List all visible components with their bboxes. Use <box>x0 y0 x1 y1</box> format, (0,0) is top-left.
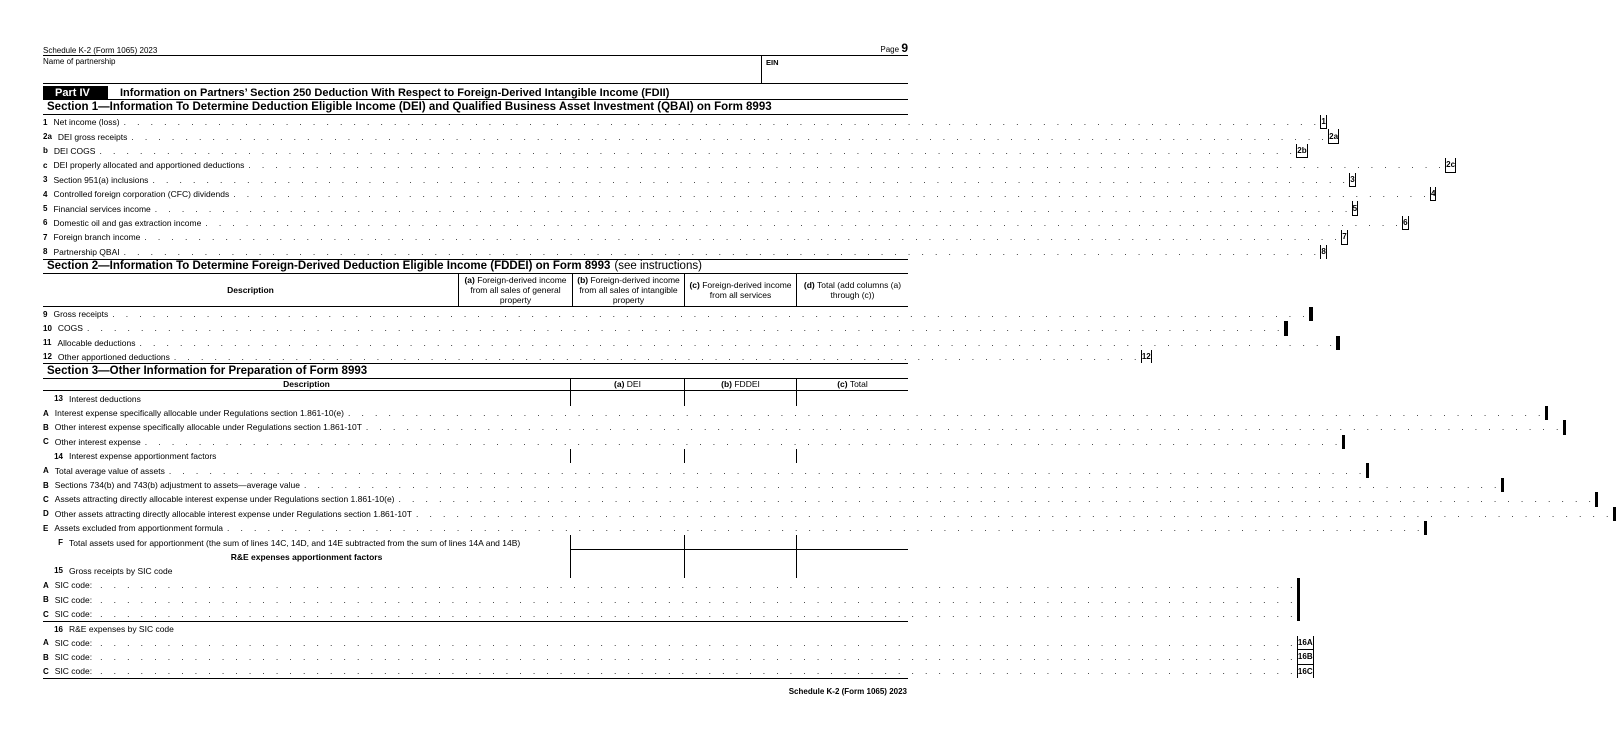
line-15 <box>43 564 908 578</box>
line-text: SIC code: <box>54 637 93 648</box>
line-letter: C <box>43 437 49 447</box>
line-box-label: 6 <box>1402 216 1407 230</box>
line-3 <box>43 173 1355 187</box>
col-a-tag: (a) <box>464 274 475 285</box>
leader-dots: . . . . . . . . . . . . . . . . . . . . . . . . . . . . . . . . . . . . . . . . . . . . . . . . . . . . . . . . . . . . . . . . . . . . . . . . . . . . . . . . . . . . . . . . . <box>123 117 1321 128</box>
leader-dots: . . . . . . . . . . . . . . . . . . . . . . . . . . . . . . . . . . . . . . . . . . . . . . . . . . . . . . . . . . . . . . . . . . . . . . . . . . . . . . . . . . . . . . . . . <box>100 609 1297 620</box>
line-letter: B <box>43 595 49 605</box>
line-13 <box>43 391 908 405</box>
section3-col-b-header <box>684 379 796 390</box>
partnership-name-field[interactable] <box>43 56 761 83</box>
line-text: Interest expense apportionment factors <box>69 451 217 462</box>
line-number: 6 <box>43 218 48 228</box>
col-c-tag: (c) <box>837 379 848 390</box>
leader-dots: . . . . . . . . . . . . . . . . . . . . . . . . . . . . . . . . . . . . . . . . . . . . . . . . . . . . . . . . . . . . . . . . . . . . . . . . . . . . . . . . . . . . . . . . . <box>100 652 1297 663</box>
section3-lines <box>43 391 1613 678</box>
leader-dots: . . . . . . . . . . . . . . . . . . . . . . . . . . . . . . . . . . . . . . . . . . . . . . . . . . . . . . . . . . . . . . . . . . . . . . . . . . . . . . . . . . . . . . . . . <box>100 637 1297 648</box>
line-14 <box>43 449 908 463</box>
section2-title-note: (see instructions) <box>614 260 702 273</box>
line-number: 5 <box>43 204 48 214</box>
partnership-name-row <box>43 56 908 84</box>
line-text: Total average value of assets <box>54 465 165 476</box>
leader-dots: . . . . . . . . . . . . . . . . . . . . . . . . . . . . . . . . . . . . . . . . . . . . . . . . . . . . . . . . . . . . . . . . . . . . . . . . . . . . . . . . . . . . . . . . . <box>398 494 1596 505</box>
line-number: 16 <box>54 624 63 634</box>
line-letter: A <box>43 638 49 648</box>
line-14-empty <box>796 449 908 463</box>
line-text: Partnership QBAI <box>53 246 120 257</box>
leader-dots: . . . . . . . . . . . . . . . . . . . . . . . . . . . . . . . . . . . . . . . . . . . . . . . . . . . . . . . . . . . . . . . . . . . . . . . . . . . . . . . . . . . . . . . . . <box>168 465 1366 476</box>
line-14D <box>43 507 1613 521</box>
line-13-empty <box>684 391 796 405</box>
leader-dots: . . . . . . . . . . . . . . . . . . . . . . . . . . . . . . . . . . . . . . . . . . . . . . . . . . . . . . . . . . . . . . . . . . . . . . . . . . . . . . . . . . . . . . . . . <box>233 189 1431 200</box>
line-number: 2a <box>43 132 52 142</box>
col-c-tag: (c) <box>689 279 700 290</box>
line-2c <box>43 158 1456 172</box>
line-box-label: 5 <box>1352 201 1357 215</box>
line-15A-col-c[interactable] <box>1299 578 1300 592</box>
line-5 <box>43 201 1358 215</box>
line-text: Gross receipts <box>53 309 109 320</box>
line-letter: B <box>43 652 49 662</box>
line-text: DEI gross receipts <box>57 131 128 142</box>
leader-dots: . . . . . . . . . . . . . . . . . . . . . . . . . . . . . . . . . . . . . . . . . . . . . . . . . . . . . . . . . . . . . . . . . . . . . . . . . . . . . . . . . . . . . . . . . <box>139 337 1337 348</box>
line-box-label: 3 <box>1349 173 1354 187</box>
line-13C <box>43 435 1342 449</box>
col-b-text: Foreign-derived income from all sales of intangible property <box>579 274 680 305</box>
line-1 <box>43 115 1326 129</box>
line-2b <box>43 144 1307 158</box>
section2-desc-header: Description <box>227 284 274 295</box>
line-text: Assets attracting directly allocable interest expense under Regulations section 1.861-10(e) <box>54 494 395 505</box>
line-13A-col-c[interactable] <box>1547 406 1548 420</box>
line-16 <box>43 621 908 635</box>
col-d-text: Total (add columns (a) through (c)) <box>816 279 902 300</box>
line-8-amount[interactable] <box>1326 245 1327 259</box>
line-1-amount[interactable] <box>1326 115 1327 129</box>
line-letter: E <box>43 523 49 533</box>
part-label: Part IV <box>43 86 108 99</box>
line-14A-col-c[interactable] <box>1368 463 1369 477</box>
line-14F <box>43 535 908 549</box>
col-a-tag: (a) <box>614 379 625 390</box>
line-12 <box>43 350 1151 364</box>
line-text: Allocable deductions <box>57 337 136 348</box>
section3-col-a-header <box>570 379 684 390</box>
line-box-label: 2b <box>1296 144 1306 158</box>
leader-dots: . . . . . . . . . . . . . . . . . . . . . . . . . . . . . . . . . . . . . . . . . . . . . . . . . . . . . . . . . . . . . . . . . . . . . . . . . . . . . . . . . . . . . . . . . <box>123 246 1321 257</box>
leader-dots: . . . . . . . . . . . . . . . . . . . . . . . . . . . . . . . . . . . . . . . . . . . . . . . . . . . . . . . . . . . . . . . . . . . . . . . . . . . . . . . . . . . . . . . . . <box>100 666 1297 677</box>
line-13-empty <box>796 391 908 405</box>
line-2a <box>43 129 1339 143</box>
col-c-text: Total <box>849 379 868 390</box>
col-c-text: Foreign-derived income from all services <box>702 279 792 300</box>
col-b-tag: (b) <box>721 379 732 390</box>
line-box-label: 16A <box>1297 636 1313 650</box>
leader-dots: . . . . . . . . . . . . . . . . . . . . . . . . . . . . . . . . . . . . . . . . . . . . . . . . . . . . . . . . . . . . . . . . . . . . . . . . . . . . . . . . . . . . . . . . . <box>347 408 1545 419</box>
line-15-empty <box>570 564 684 578</box>
line-letter: F <box>58 538 63 548</box>
leader-dots: . . . . . . . . . . . . . . . . . . . . . . . . . . . . . . . . . . . . . . . . . . . . . . . . . . . . . . . . . . . . . . . . . . . . . . . . . . . . . . . . . . . . . . . . . <box>415 508 1613 519</box>
line-text: Domestic oil and gas extraction income <box>53 217 202 228</box>
line-16A <box>43 636 1313 650</box>
line-14C <box>43 492 1596 506</box>
line-text: DEI properly allocated and apportioned deductions <box>53 160 245 171</box>
line-10 <box>43 321 1284 335</box>
leader-dots: . . . . . . . . . . . . . . . . . . . . . . . . . . . . . . . . . . . . . . . . . . . . . . . . . . . . . . . . . . . . . . . . . . . . . . . . . . . . . . . . . . . . . . . . . <box>100 580 1297 591</box>
line-6-amount[interactable] <box>1408 216 1409 230</box>
line-text: Assets excluded from apportionment formula <box>54 523 224 534</box>
line-letter: B <box>43 480 49 490</box>
line-number: 8 <box>43 247 48 257</box>
line-box-label: 16B <box>1297 650 1313 664</box>
line-16B <box>43 650 1313 664</box>
line-letter: B <box>43 422 49 432</box>
line-6 <box>43 216 1408 230</box>
line-text: SIC code: <box>54 594 93 605</box>
page-number <box>880 41 908 55</box>
leader-dots: . . . . . . . . . . . . . . . . . . . . . . . . . . . . . . . . . . . . . . . . . . . . . . . . . . . . . . . . . . . . . . . . . . . . . . . . . . . . . . . . . . . . . . . . . <box>100 594 1297 605</box>
line-16B-amount[interactable] <box>1313 650 1314 664</box>
section2-column-headers <box>43 274 908 307</box>
col-b-text: FDDEI <box>734 379 760 390</box>
line-text: SIC code: <box>54 609 93 620</box>
line-9 <box>43 307 1310 321</box>
line-2c-amount[interactable] <box>1455 158 1456 172</box>
line-text: SIC code: <box>54 652 93 663</box>
section2-col-b-header <box>572 274 684 306</box>
leader-dots: . . . . . . . . . . . . . . . . . . . . . . . . . . . . . . . . . . . . . . . . . . . . . . . . . . . . . . . . . . . . . . . . . . . . . . . . . . . . . . . . . . . . . . . . . <box>365 422 1563 433</box>
line-13-empty <box>570 391 684 405</box>
re-header-text: R&E expenses apportionment factors <box>230 551 383 562</box>
leader-dots: . . . . . . . . . . . . . . . . . . . . . . . . . . . . . . . . . . . . . . . . . . . . . . . . . . . . . . . . . . . . . . . . . . . . . . . . . . . . . . . . . . . . . . . . . <box>144 436 1342 447</box>
line-13C-col-c[interactable] <box>1344 435 1345 449</box>
form-page <box>43 41 1613 679</box>
line-text: Financial services income <box>53 203 151 214</box>
line-9-col-d[interactable] <box>1312 307 1313 321</box>
line-letter: C <box>43 494 49 504</box>
line-number: 7 <box>43 232 48 242</box>
page-number-value: 9 <box>901 41 908 55</box>
line-15A <box>43 578 1297 592</box>
line-text: COGS <box>57 323 83 334</box>
line-16C <box>43 665 1313 679</box>
section3-column-headers <box>43 379 908 391</box>
col-b-tag: (b) <box>577 274 589 285</box>
line-8 <box>43 245 1326 259</box>
line-3-amount[interactable] <box>1355 173 1356 187</box>
line-15-empty <box>796 564 908 578</box>
line-16C-amount[interactable] <box>1313 665 1314 678</box>
line-14E <box>43 521 1424 535</box>
line-number: 1 <box>43 117 48 127</box>
line-text: Other apportioned deductions <box>57 351 170 362</box>
line-14A <box>43 463 1366 477</box>
partnership-name-label: Name of partnership <box>43 57 116 66</box>
line-letter: C <box>43 666 49 676</box>
line-number: 15 <box>54 566 63 576</box>
col-a-text: DEI <box>626 379 641 390</box>
re-header-empty <box>796 550 908 564</box>
re-expenses-header <box>43 550 908 564</box>
line-number: 13 <box>54 394 63 404</box>
line-box-label: 2c <box>1445 158 1455 172</box>
ein-label: EIN <box>766 58 779 67</box>
line-number: 14 <box>54 451 63 461</box>
line-text: Section 951(a) inclusions <box>53 174 149 185</box>
line-13A <box>43 406 1545 420</box>
line-text: Other interest expense <box>54 436 141 447</box>
line-box-label: 8 <box>1320 245 1325 259</box>
line-12-amount[interactable] <box>1151 350 1152 363</box>
leader-dots: . . . . . . . . . . . . . . . . . . . . . . . . . . . . . . . . . . . . . . . . . . . . . . . . . . . . . . . . . . . . . . . . . . . . . . . . . . . . . . . . . . . . . . . . . <box>227 523 1424 534</box>
line-text: Other interest expense specifically allocable under Regulations section 1.861-10T <box>54 422 362 433</box>
col-a-text: Foreign-derived income from all sales of general property <box>470 274 567 305</box>
section3-title-text: Section 3—Other Information for Preparation of Form 8993 <box>47 365 368 378</box>
section3-title <box>43 364 908 379</box>
section1-lines <box>43 115 1456 259</box>
leader-dots: . . . . . . . . . . . . . . . . . . . . . . . . . . . . . . . . . . . . . . . . . . . . . . . . . . . . . . . . . . . . . . . . . . . . . . . . . . . . . . . . . . . . . . . . . <box>152 174 1350 185</box>
leader-dots: . . . . . . . . . . . . . . . . . . . . . . . . . . . . . . . . . . . . . . . . . . . . . . . . . . . . . . . . . . . . . . . . . . . . . . . . <box>173 351 1141 362</box>
part-header <box>43 86 908 100</box>
leader-dots: . . . . . . . . . . . . . . . . . . . . . . . . . . . . . . . . . . . . . . . . . . . . . . . . . . . . . . . . . . . . . . . . . . . . . . . . . . . . . . . . . . . . . . . . . <box>86 323 1284 334</box>
leader-dots: . . . . . . . . . . . . . . . . . . . . . . . . . . . . . . . . . . . . . . . . . . . . . . . . . . . . . . . . . . . . . . . . . . . . . . . . . . . . . . . . . . . . . . . . . <box>144 232 1342 243</box>
section2-col-d-header <box>796 274 908 306</box>
line-14F-col-c[interactable] <box>796 535 908 549</box>
line-5-amount[interactable] <box>1357 201 1358 215</box>
leader-dots: . . . . . . . . . . . . . . . . . . . . . . . . . . . . . . . . . . . . . . . . . . . . . . . . . . . . . . . . . . . . . . . . . . . . . . . . . . . . . . . . . . . . . . . . . <box>248 160 1446 171</box>
line-13B-col-c[interactable] <box>1565 420 1566 434</box>
line-14E-col-c[interactable] <box>1426 521 1427 535</box>
line-4 <box>43 187 1436 201</box>
re-header-empty <box>570 550 684 564</box>
leader-dots: . . . . . . . . . . . . . . . . . . . . . . . . . . . . . . . . . . . . . . . . . . . . . . . . . . . . . . . . . . . . . . . . . . . . . . . . . . . . . . . . . . . . . . . . . <box>112 309 1310 320</box>
line-text: Foreign branch income <box>53 232 141 243</box>
line-number: 3 <box>43 175 48 185</box>
line-box-label: 16C <box>1297 665 1313 678</box>
line-letter: A <box>43 466 49 476</box>
section2-col-c-header <box>684 274 796 306</box>
line-text: Controlled foreign corporation (CFC) dividends <box>53 189 230 200</box>
leader-dots: . . . . . . . . . . . . . . . . . . . . . . . . . . . . . . . . . . . . . . . . . . . . . . . . . . . . . . . . . . . . . . . . . . . . . . . . . . . . . . . . . . . . . . . . . <box>205 217 1403 228</box>
line-14F-col-b[interactable] <box>684 535 796 549</box>
line-15B <box>43 593 1297 607</box>
form-header <box>43 43 908 56</box>
line-15-empty <box>684 564 796 578</box>
line-text: SIC code: <box>54 666 93 677</box>
line-number: 12 <box>43 352 52 362</box>
line-text: SIC code: <box>54 580 93 591</box>
section3-desc-header: Description <box>283 379 330 390</box>
line-2a-amount[interactable] <box>1338 129 1339 143</box>
line-text: Net income (loss) <box>53 117 120 128</box>
line-text: Other assets attracting directly allocable interest expense under Regulations section 1.861-10T <box>54 508 412 519</box>
line-2b-amount[interactable] <box>1307 144 1308 158</box>
line-number: 10 <box>43 323 52 333</box>
line-7 <box>43 230 1347 244</box>
section3-col-c-header <box>796 379 908 390</box>
line-14B <box>43 478 1501 492</box>
page-label: Page <box>880 45 900 54</box>
section1-title-text: Section 1—Information To Determine Deduction Eligible Income (DEI) and Qualified Business Asset Investment (QBAI) on Form 8993 <box>47 101 772 113</box>
line-number: c <box>43 160 48 170</box>
section2-title-text: Section 2—Information To Determine Foreign-Derived Deduction Eligible Income (FDDEI) on Form 8993 <box>47 260 611 273</box>
line-letter: D <box>43 509 49 519</box>
line-14-empty <box>570 449 684 463</box>
line-7-amount[interactable] <box>1347 230 1348 244</box>
ein-field[interactable] <box>761 56 908 83</box>
line-text: Gross receipts by SIC code <box>69 565 173 576</box>
line-letter: C <box>43 609 49 619</box>
line-11-col-d[interactable] <box>1339 336 1340 350</box>
line-text: Total assets used for apportionment (the sum of lines 14C, 14D, and 14E subtracted from the sum of lines 14A and 14B) <box>69 537 521 548</box>
line-text: Sections 734(b) and 743(b) adjustment to assets—average value <box>54 480 301 490</box>
line-15C-col-c[interactable] <box>1299 607 1300 621</box>
line-box-label: 7 <box>1341 230 1346 244</box>
line-15C <box>43 607 1297 621</box>
section1-title <box>43 100 908 115</box>
leader-dots: . . . . . . . . . . . . . . . . . . . . . . . . . . . . . . . . . . . . . . . . . . . . . . . . . . . . . . . . . . . . . . . . . . . . . . . . . . . . . . . . . . . . . . . . . <box>131 131 1329 142</box>
line-text: R&E expenses by SIC code <box>69 624 174 635</box>
line-text: DEI COGS <box>53 145 96 156</box>
line-15B-col-c[interactable] <box>1299 593 1300 607</box>
form-footer: Schedule K-2 (Form 1065) 2023 <box>788 687 907 696</box>
line-number: 4 <box>43 189 48 199</box>
part-title: Information on Partners’ Section 250 Deduction With Respect to Foreign-Derived Intangible Income (FDII) <box>120 86 670 99</box>
line-4-amount[interactable] <box>1435 187 1436 201</box>
section2-title <box>43 259 908 274</box>
line-number: 9 <box>43 309 48 319</box>
line-letter: A <box>43 408 49 418</box>
form-id: Schedule K-2 (Form 1065) 2023 <box>43 46 158 55</box>
line-text: Interest deductions <box>69 393 141 404</box>
line-14F-col-a[interactable] <box>570 535 684 549</box>
col-d-tag: (d) <box>803 279 815 290</box>
section2-lines <box>43 307 1337 350</box>
leader-dots: . . . . . . . . . . . . . . . . . . . . . . . . . . . . . . . . . . . . . . . . . . . . . . . . . . . . . . . . . . . . . . . . . . . . . . . . . . . . . . . . . . . . . . . . . <box>99 145 1297 156</box>
line-box-label: 4 <box>1430 187 1435 201</box>
line-box-label: 12 <box>1141 350 1151 363</box>
line-14B-col-c[interactable] <box>1503 478 1504 492</box>
line-number: b <box>43 146 48 156</box>
line-14C-col-c[interactable] <box>1597 492 1598 506</box>
leader-dots: . . . . . . . . . . . . . . . . . . . . . . . . . . . . . . . . . . . . . . . . . . . . . . . . . . . . . . . . . . . . . . . . . . . . . . . . . . . . . . . . . . . . . . . . . <box>154 203 1352 214</box>
line-text: Interest expense specifically allocable under Regulations section 1.861-10(e) <box>54 408 344 419</box>
line-number: 11 <box>43 338 52 348</box>
re-header-empty <box>684 550 796 564</box>
line-16A-amount[interactable] <box>1313 636 1314 650</box>
leader-dots: . . . . . . . . . . . . . . . . . . . . . . . . . . . . . . . . . . . . . . . . . . . . . . . . . . . . . . . . . . . . . . . . . . . . . . . . . . . . . . . . . . . . . . . . . <box>304 480 1501 490</box>
line-13B <box>43 420 1563 434</box>
line-11 <box>43 336 1337 350</box>
line-box-label: 2a <box>1328 129 1338 143</box>
line-14-empty <box>684 449 796 463</box>
line-10-col-d[interactable] <box>1287 321 1288 335</box>
line-letter: A <box>43 580 49 590</box>
section2-col-a-header <box>458 274 572 306</box>
line-box-label: 1 <box>1320 115 1325 129</box>
